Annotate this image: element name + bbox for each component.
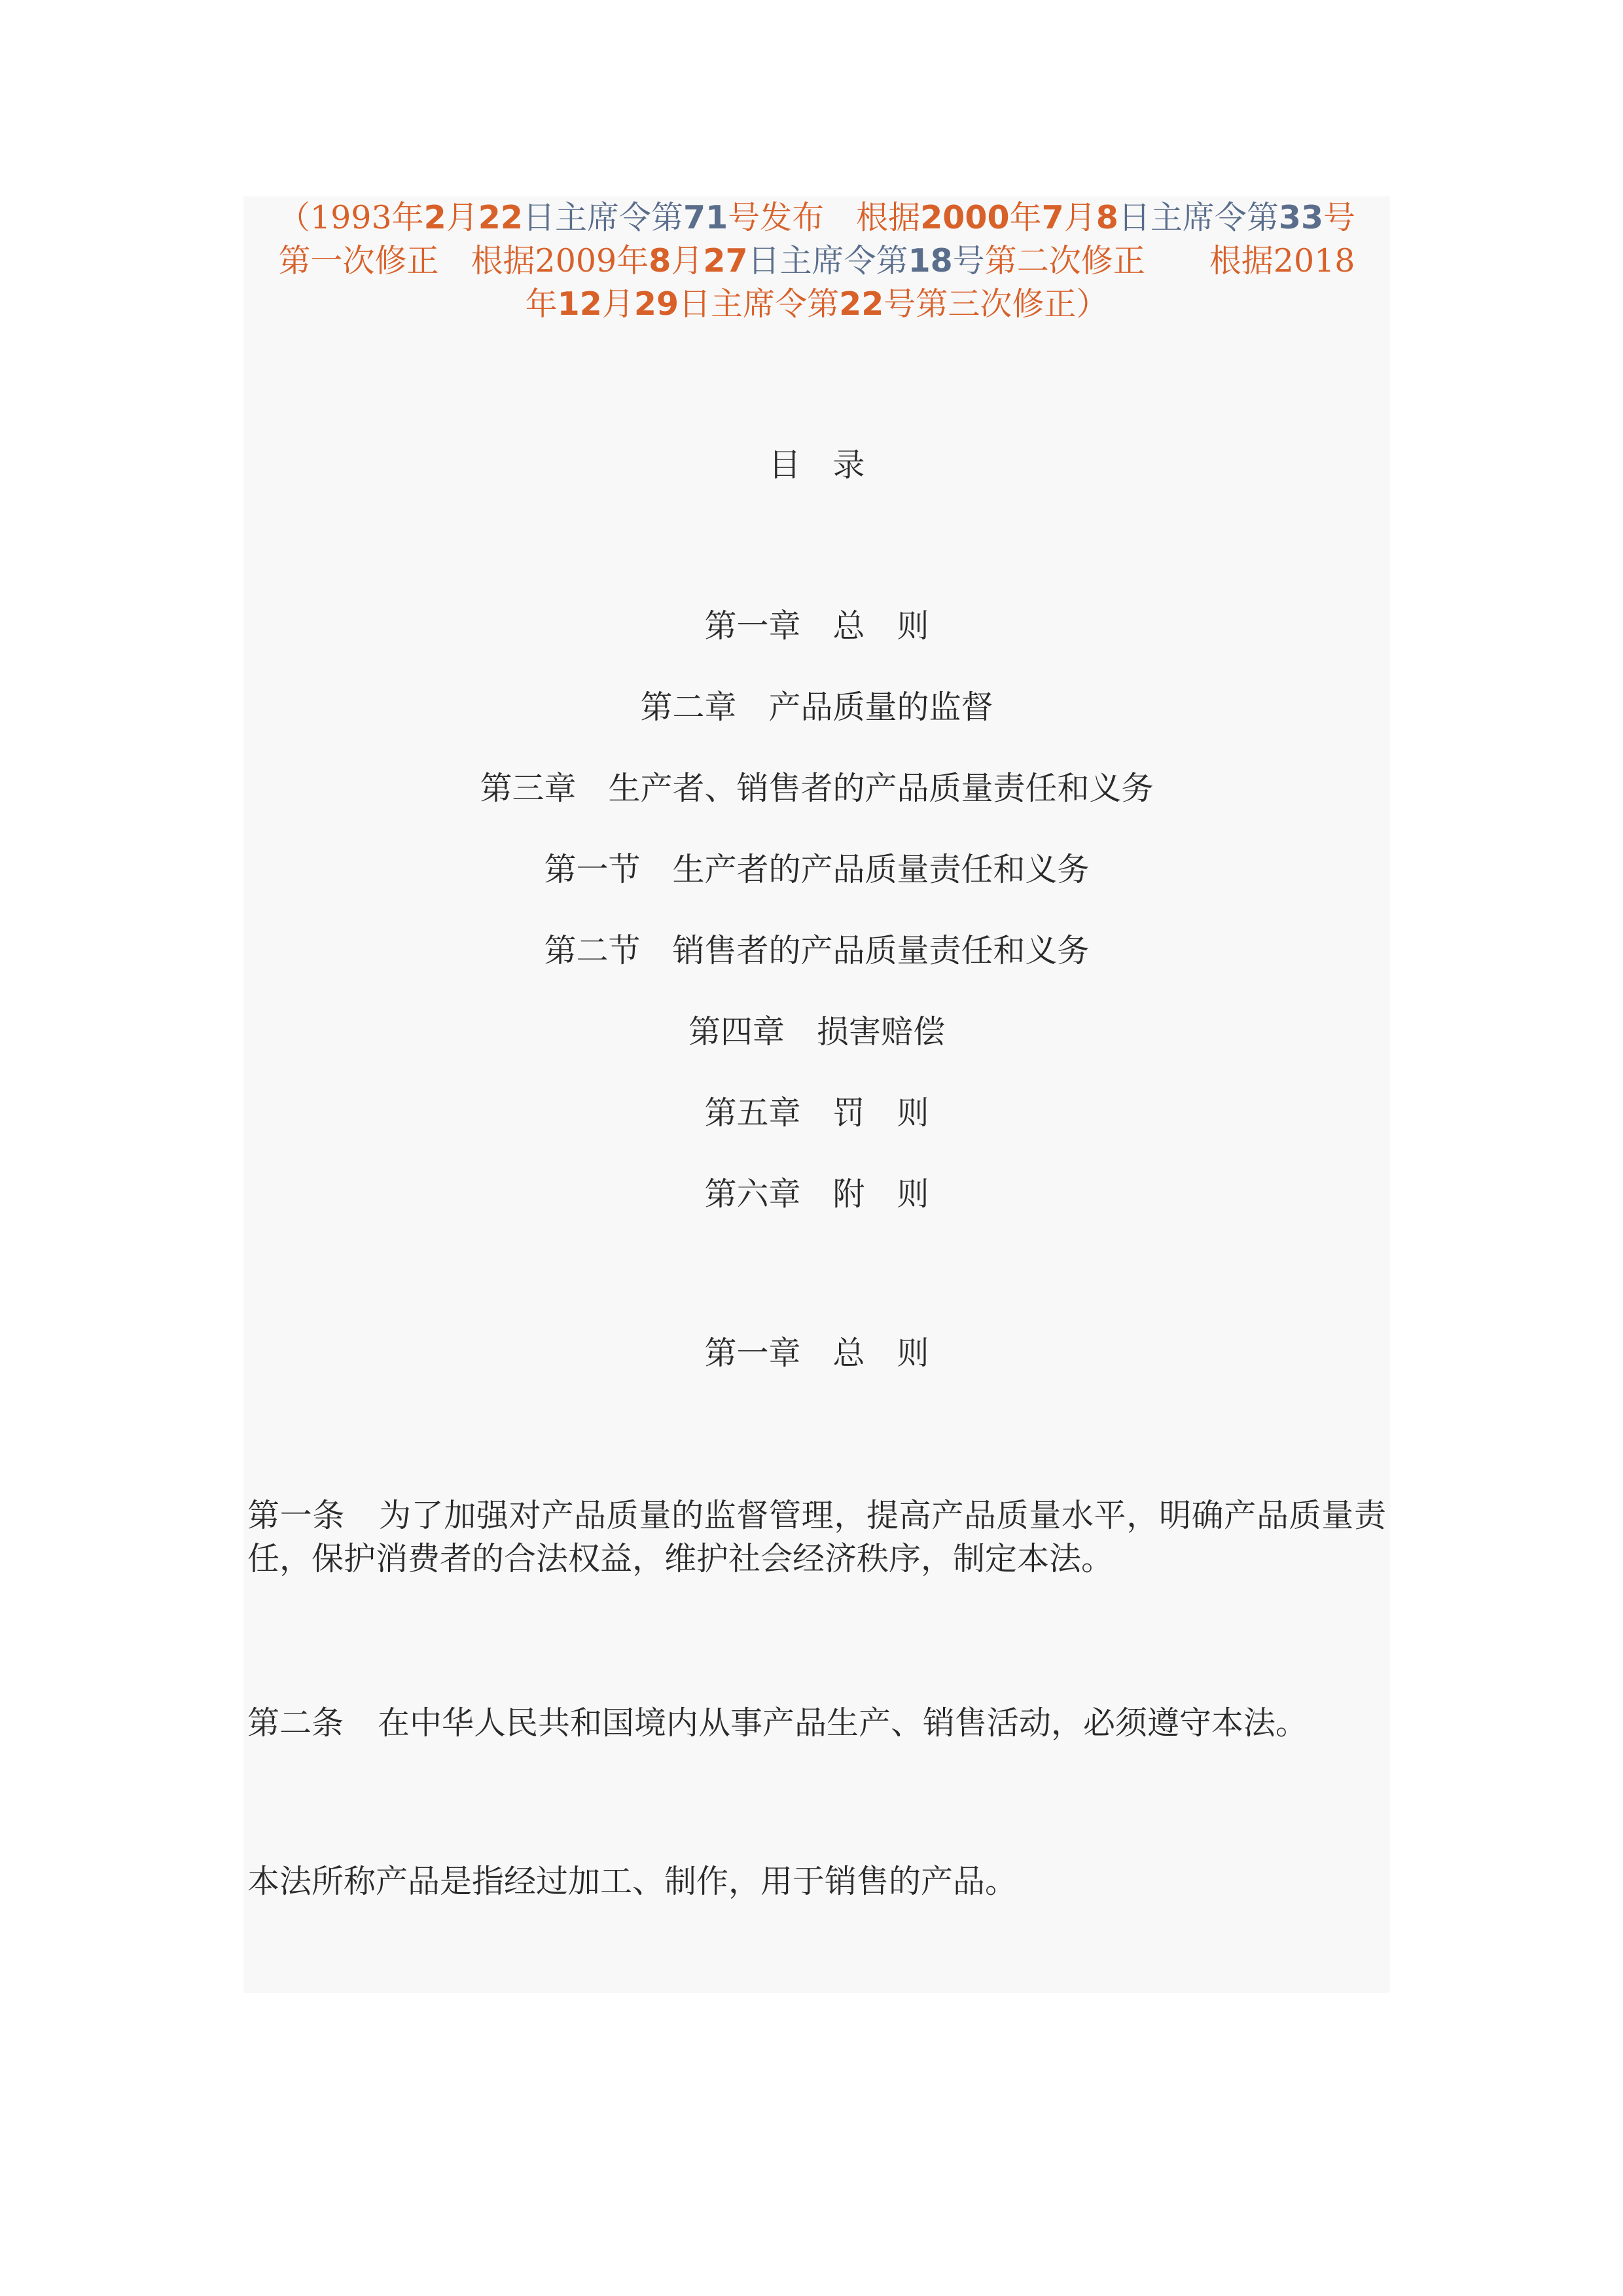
amendment-segment: 月: [671, 242, 704, 279]
amendment-segment: 月: [601, 285, 634, 323]
toc-item[interactable]: 第二节 销售者的产品质量责任和义务: [544, 932, 1090, 969]
amendment-segment: 日主席令第: [747, 242, 908, 279]
toc-item[interactable]: 第六章 附 则: [704, 1175, 929, 1213]
amendment-segment: 8: [649, 242, 671, 279]
article-2: [247, 1702, 1386, 1745]
amendment-segment: 日主席令第: [1118, 199, 1279, 236]
amendment-segment: 日主席令第: [679, 285, 840, 323]
chapter-title: 第一章 总 则: [704, 1335, 929, 1372]
article-1: [247, 1494, 1386, 1581]
amendment-segment: 号: [952, 242, 985, 279]
amendment-segment: 12: [557, 285, 602, 323]
amendment-segment: 2: [423, 199, 446, 236]
amendment-segment: 33: [1278, 199, 1324, 236]
article-text: 在中华人民共和国境内从事产品生产、销售活动，必须遵守本法。: [378, 1704, 1308, 1742]
amendment-segment: 8: [1096, 199, 1118, 236]
paragraph-product-definition: 本法所称产品是指经过加工、制作，用于销售的产品。: [247, 1863, 1018, 1900]
amendment-segment: 22: [478, 199, 523, 236]
toc-item[interactable]: 第二章 产品质量的监督: [640, 689, 993, 726]
amendment-segment: 29: [633, 285, 679, 323]
toc-title: 目 录: [768, 446, 865, 484]
article-text: 为了加强对产品质量的监督管理，提高产品质量水平，明确产品质量责任，保护消费者的合法权益，维护社会经济秩序，制定本法。: [247, 1497, 1386, 1577]
article-number: 第一条: [247, 1497, 345, 1534]
amendment-segment: 号第三次修正）: [883, 285, 1109, 323]
amendment-line-3: [243, 283, 1390, 326]
amendment-segment: 号: [1323, 199, 1356, 236]
amendment-segment: 月: [446, 199, 478, 236]
amendment-segment: 7: [1041, 199, 1064, 236]
amendment-segment: 月: [1063, 199, 1096, 236]
toc-item[interactable]: 第一章 总 则: [704, 607, 929, 645]
amendment-segment: 22: [839, 285, 884, 323]
amendment-segment: 第二次修正 根据2018: [984, 242, 1355, 279]
amendment-segment: 第一次修正 根据2009年: [278, 242, 649, 279]
toc-item[interactable]: 第三章 生产者、销售者的产品质量责任和义务: [480, 770, 1154, 807]
amendment-segment: 年: [1009, 199, 1042, 236]
amendment-note: [243, 196, 1390, 326]
toc-item[interactable]: 第一节 生产者的产品质量责任和义务: [544, 851, 1090, 888]
toc-item[interactable]: 第五章 罚 则: [704, 1094, 929, 1132]
amendment-segment: 年: [525, 285, 558, 323]
amendment-segment: （1993年: [277, 199, 424, 236]
amendment-segment: 2000: [920, 199, 1010, 236]
article-number: 第二条: [247, 1704, 344, 1742]
toc-item[interactable]: 第四章 损害赔偿: [688, 1013, 945, 1050]
amendment-segment: 号发布 根据: [728, 199, 921, 236]
amendment-segment: 日主席令第: [522, 199, 683, 236]
amendment-segment: 71: [683, 199, 728, 236]
amendment-line-1: [243, 196, 1390, 240]
amendment-segment: 27: [703, 242, 748, 279]
amendment-line-2: [243, 240, 1390, 283]
amendment-segment: 18: [908, 242, 953, 279]
